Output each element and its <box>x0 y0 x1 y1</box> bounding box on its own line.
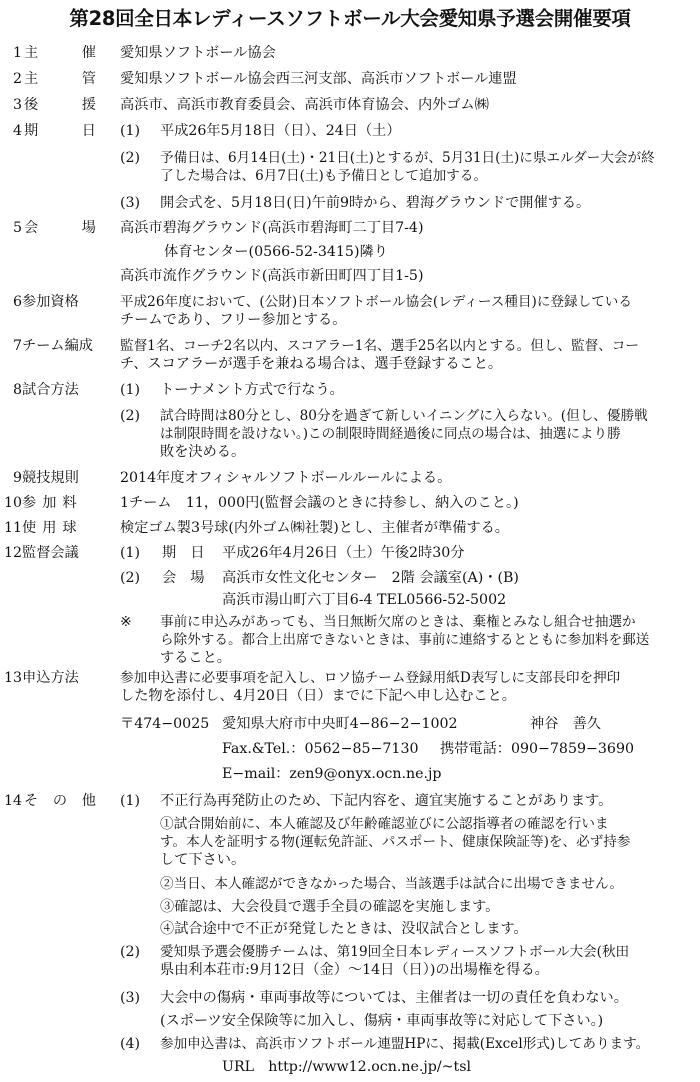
section-text-7: チ、スコアラーが選手を兼ねる場合は、選手登録すること。 <box>120 356 503 372</box>
section-number-6: 6 <box>12 294 22 310</box>
item-text: 試合時間は80分とし、80分を過ぎて新しいイニングに入らない。(但し、優勝戦 <box>160 408 648 424</box>
section-label-6: 参加資格 <box>22 294 79 310</box>
section-number-11: 11 <box>3 520 22 536</box>
item-mark: (1) <box>120 382 141 398</box>
contact-email: E−mail：zen9@onyx.ocn.ne.jp <box>222 766 442 782</box>
item-text: (スポーツ安全保険等に加入し、傷病・車両事故等に対応して下さい。) <box>160 1013 604 1029</box>
section-number-5: 5 <box>12 220 22 236</box>
section-label-9: 競技規則 <box>22 470 79 486</box>
contact-address: 愛知県大府市中央町4−86−2−1002 <box>222 716 458 732</box>
section-number-12: 12 <box>3 545 22 561</box>
section-label-12: 監督会議 <box>22 545 79 561</box>
venue-line: 高浜市碧海グラウンド(高浜市碧海町二丁目7-4) <box>120 220 424 236</box>
section-number-9: 9 <box>12 470 22 486</box>
item-text: 愛知県予選会優勝チームは、第19回全日本レディースソフトボール大会(秋田 <box>160 944 630 960</box>
section-text-6: 平成26年度において、(公財)日本ソフトボール協会(レディース種目)に登録している <box>120 294 632 310</box>
section-text-9: 2014年度オフィシャルソフトボールルールによる。 <box>120 470 452 486</box>
section-text-11: 検定ゴム製3号球(内外ゴム㈱社製)とし、主催者が準備する。 <box>120 520 509 536</box>
section-number-13: 13 <box>3 670 22 686</box>
section-label-8: 試合方法 <box>22 382 79 398</box>
item-text: ②当日、本人確認ができなかった場合、当該選手は試合に出場できません。 <box>160 876 624 892</box>
section-label-7: チーム編成 <box>22 338 93 354</box>
venue-line: 体育センター(0566-52-3415)隣り <box>164 244 388 260</box>
contact-fax: Fax.&Tel.：0562−85−7130 <box>222 741 419 757</box>
section-label-2: 主 管 <box>24 71 96 87</box>
item-text: 高浜市女性文化センター 2階 会議室(A)・(B) <box>222 570 519 586</box>
venue-line: 高浜市流作グラウンド(高浜市新田町四丁目1-5) <box>120 268 424 284</box>
item-text: は制限時間を設けない。)この制限時間経過後に同点の場合は、抽選により勝 <box>160 426 621 442</box>
item-text: 参加申込書は、高浜市ソフトボール連盟HPに、掲載(Excel形式)してあります。 <box>160 1036 650 1052</box>
item-text: 予備日は、6月14日(土)・21日(土)とするが、5月31日(土)に県エルダー大会が終 <box>160 150 655 166</box>
section-text-2: 愛知県ソフトボール協会西三河支部、高浜市ソフトボール連盟 <box>120 71 517 87</box>
item-text: 高浜市湯山町六丁目6-4 TEL0566-52-5002 <box>222 592 507 608</box>
note-mark: ※ <box>120 614 132 630</box>
item-mark: (2) <box>120 944 141 960</box>
section-text-1: 愛知県ソフトボール協会 <box>120 45 276 61</box>
section-number-10: 10 <box>3 495 22 511</box>
item-text: 不正行為再発防止のため、下記内容を、適宜実施することがあります。 <box>160 793 613 809</box>
section-number-7: 7 <box>12 338 22 354</box>
note-text: すること。 <box>160 650 231 666</box>
contact-mobile: 携帯電話：090−7859−3690 <box>440 741 635 757</box>
item-key: 会 場 <box>162 570 205 586</box>
item-mark: (1) <box>120 793 141 809</box>
url-text: URL http://www12.ocn.ne.jp/~tsl <box>222 1059 472 1075</box>
item-text: ①試合開始前に、本人確認及び年齢確認並びに公認指導者の確認を行いま <box>160 816 609 832</box>
section-number-1: 1 <box>12 45 22 61</box>
section-number-3: 3 <box>12 97 22 113</box>
contact-person: 神谷 善久 <box>530 716 601 732</box>
item-mark: (1) <box>120 123 141 139</box>
item-mark: (3) <box>120 195 141 211</box>
item-text: ③確認は、大会役員で選手全員の確認を実施します。 <box>160 899 500 915</box>
note-text: 事前に申込みがあっても、当日無断欠席のときは、棄権とみなし組合せ抽選か <box>160 614 636 630</box>
item-text: 平成26年5月18日（日）、24日（土） <box>160 123 401 139</box>
item-mark: (3) <box>120 990 141 1006</box>
item-mark: (1) <box>120 545 141 561</box>
section-label-14: そ の 他 <box>24 793 96 809</box>
note-text: ら除外する。都合上出席できないときは、事前に連絡するとともに参加料を郵送 <box>160 632 650 648</box>
section-label-13: 申込方法 <box>22 670 79 686</box>
section-label-1: 主 催 <box>24 45 96 61</box>
item-mark: (2) <box>120 408 141 424</box>
section-label-11: 使用球 <box>22 520 83 536</box>
section-label-3: 後 援 <box>24 97 96 113</box>
item-mark: (4) <box>120 1036 141 1052</box>
section-text-7: 監督1名、コーチ2名以内、スコアラー1名、選手25名以内とする。但し、監督、コー <box>120 338 640 354</box>
section-number-14: 14 <box>3 793 22 809</box>
item-mark: (2) <box>120 150 141 166</box>
section-text-6: チームであり、フリー参加とする。 <box>120 312 347 328</box>
item-text: トーナメント方式で行なう。 <box>160 382 344 398</box>
postal-code: 〒474−0025 <box>120 716 210 732</box>
section-label-10: 参加料 <box>22 495 83 511</box>
section-number-4: 4 <box>12 123 22 139</box>
document-title: 第28回全日本レディースソフトボール大会愛知県予選会開催要項 <box>69 7 631 30</box>
section-text-10: 1チーム 11，000円(監督会議のときに持参し、納入のこと。) <box>120 495 519 511</box>
item-text: 敗を決める。 <box>160 444 246 460</box>
section-number-2: 2 <box>12 71 22 87</box>
section-label-5: 会 場 <box>24 220 96 236</box>
section-number-8: 8 <box>12 382 22 398</box>
item-text: 平成26年4月26日（土）午後2時30分 <box>222 545 465 561</box>
item-text: ④試合途中で不正が発覚したときは、没収試合とします。 <box>160 921 528 937</box>
item-mark: (2) <box>120 570 141 586</box>
section-label-4: 期 日 <box>24 123 96 139</box>
section-text-3: 高浜市、高浜市教育委員会、高浜市体育協会、内外ゴム㈱ <box>120 97 489 113</box>
item-text: す。本人を証明する物(運転免許証、パスポート、健康保険証等)を、必ず持参 <box>160 834 631 850</box>
item-text: して下さい。 <box>160 852 246 868</box>
item-text: 県由利本荘市:9月12日（金）〜14日（日）)の出場権を得る。 <box>160 962 549 978</box>
section-text-13: した物を添付し、4月20日（日）までに下記へ申し込むこと。 <box>120 688 516 704</box>
section-text-13: 参加申込書に必要事項を記入し、ロソ協チーム登録用紙D表写しに支部長印を押印 <box>120 670 621 686</box>
item-text: 開会式を、5月18日(日)午前9時から、碧海グラウンドで開催する。 <box>160 195 591 211</box>
item-text: 了した場合は、6月7日(土)も予備日として追加する。 <box>160 168 487 184</box>
item-text: 大会中の傷病・車両事故等については、主催者は一切の責任を負わない。 <box>160 990 628 1006</box>
item-key: 期 日 <box>162 545 205 561</box>
